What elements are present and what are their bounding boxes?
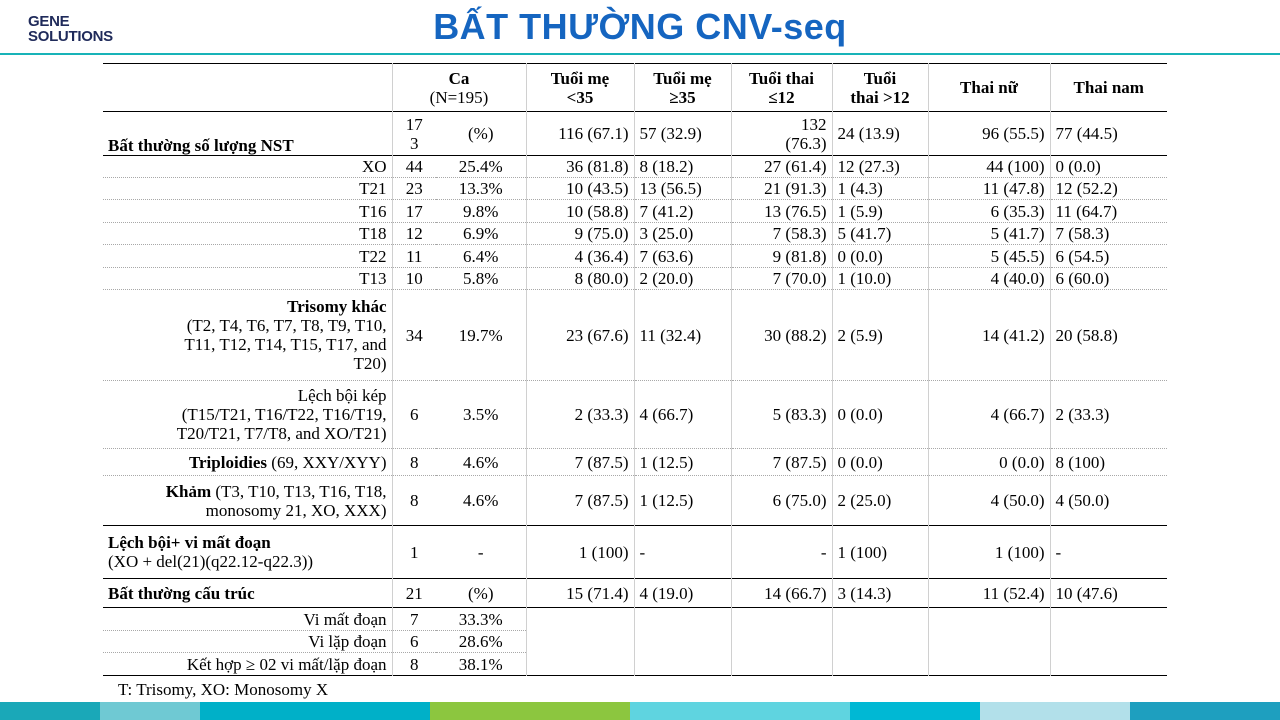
double-aneuploidy-label: Lệch bội kép (T15/T21, T16/T22, T16/T19, T20/T21, T7/T8, and XO/T21) bbox=[176, 386, 387, 443]
table-row bbox=[103, 608, 1167, 631]
header-ca: Ca (N=195) bbox=[392, 64, 526, 112]
row-c5: 4 (66.7) bbox=[928, 381, 1050, 449]
row-pct: 19.7% bbox=[458, 325, 503, 345]
row-c1: 36 (81.8) bbox=[526, 156, 634, 178]
header-row bbox=[103, 64, 1167, 112]
table-row bbox=[103, 200, 1167, 223]
row-c4: 2 (25.0) bbox=[832, 476, 928, 526]
row-pct: 28.6% bbox=[436, 631, 526, 653]
structural-label: Bất thường cấu trúc bbox=[108, 583, 255, 603]
row-c6: 6 (54.5) bbox=[1050, 245, 1167, 268]
row-n: 34 bbox=[392, 290, 436, 381]
row-pct: 6.4% bbox=[463, 246, 499, 266]
header-nam: Thai nam bbox=[1050, 64, 1167, 112]
row-c5: 11 (47.8) bbox=[928, 178, 1050, 200]
row-pct: 4.6% bbox=[463, 452, 499, 472]
row-pct: 4.6% bbox=[463, 491, 499, 510]
row-c5: 6 (35.3) bbox=[928, 200, 1050, 223]
aneuploidy-n: 17 3 bbox=[392, 112, 436, 156]
row-c1: 7 (87.5) bbox=[526, 449, 634, 476]
row-c2: 4 (19.0) bbox=[634, 579, 731, 608]
row-label: Kết hợp ≥ 02 vi mất/lặp đoạn bbox=[186, 654, 387, 674]
row-c5: 5 (41.7) bbox=[928, 223, 1050, 245]
aneuploidy-c5: 96 (55.5) bbox=[928, 112, 1050, 156]
row-c5: 14 (41.2) bbox=[928, 290, 1050, 381]
table-row bbox=[103, 245, 1167, 268]
aneuploidy-c6: 77 (44.5) bbox=[1050, 112, 1167, 156]
row-n: 8 bbox=[392, 476, 436, 526]
row-c3: 7 (87.5) bbox=[731, 449, 832, 476]
row-c2: 7 (41.2) bbox=[634, 200, 731, 223]
row-pct: 25.4% bbox=[458, 157, 503, 176]
row-label: T22 bbox=[359, 246, 387, 266]
row-c5: 1 (100) bbox=[928, 526, 1050, 579]
row-c2: 7 (63.6) bbox=[634, 245, 731, 268]
row-pct: 9.8% bbox=[463, 201, 499, 221]
row-label: T16 bbox=[359, 201, 387, 221]
row-c5: 44 (100) bbox=[928, 156, 1050, 178]
trisomy-other-label: Trisomy khác (T2, T4, T6, T7, T8, T9, T10, T11, T12, T14, T15, T17, and T20) bbox=[184, 297, 387, 373]
row-label: Vi mất đoạn bbox=[103, 608, 392, 631]
header-me35: Tuổi mẹ <35 bbox=[526, 64, 634, 112]
row-c6: 11 (64.7) bbox=[1050, 200, 1167, 223]
row-pct: 13.3% bbox=[458, 179, 503, 198]
trisomy-other-row bbox=[103, 290, 1167, 381]
row-c1: 10 (58.8) bbox=[526, 200, 634, 223]
table-row bbox=[103, 223, 1167, 245]
row-c1: 4 (36.4) bbox=[526, 245, 634, 268]
header-thai12b: Tuổi thai >12 bbox=[832, 64, 928, 112]
row-c6: 20 (58.8) bbox=[1050, 290, 1167, 381]
row-pct: 33.3% bbox=[436, 608, 526, 631]
row-n: 23 bbox=[392, 178, 436, 200]
row-c3: 9 (81.8) bbox=[731, 245, 832, 268]
logo-line-2: SOLUTIONS bbox=[28, 28, 113, 45]
row-c4: 1 (100) bbox=[832, 526, 928, 579]
row-c6: - bbox=[1050, 526, 1167, 579]
row-c4: 2 (5.9) bbox=[832, 290, 928, 381]
row-c4: 1 (10.0) bbox=[832, 268, 928, 290]
row-c5: 4 (40.0) bbox=[928, 268, 1050, 290]
row-c3: 7 (58.3) bbox=[731, 223, 832, 245]
header-me35b: Tuổi mẹ ≥35 bbox=[634, 64, 731, 112]
row-label: T18 bbox=[359, 224, 387, 243]
row-c4: 1 (4.3) bbox=[832, 178, 928, 200]
row-c2: 3 (25.0) bbox=[634, 223, 731, 245]
row-c5: 0 (0.0) bbox=[928, 449, 1050, 476]
row-c6: 0 (0.0) bbox=[1050, 156, 1167, 178]
row-c2: 4 (66.7) bbox=[634, 381, 731, 449]
row-c1: 15 (71.4) bbox=[526, 579, 634, 608]
row-n: 21 bbox=[392, 579, 436, 608]
mosaic-label: Khảm (T3, T10, T13, T16, T18, monosomy 21, XO, XXX) bbox=[165, 481, 387, 520]
row-n: 1 bbox=[392, 526, 436, 579]
aneuploidy-c1: 116 (67.1) bbox=[526, 112, 634, 156]
row-c6: 2 (33.3) bbox=[1050, 381, 1167, 449]
row-c3: 5 (83.3) bbox=[731, 381, 832, 449]
row-c2: 1 (12.5) bbox=[634, 449, 731, 476]
row-n: 17 bbox=[392, 200, 436, 223]
row-pct: 38.1% bbox=[458, 654, 503, 674]
logo-line-1: GENE bbox=[28, 13, 70, 30]
double-aneuploidy-row bbox=[103, 381, 1167, 449]
row-pct: (%) bbox=[468, 583, 494, 603]
triploid-row bbox=[103, 449, 1167, 476]
row-c6: 12 (52.2) bbox=[1050, 178, 1167, 200]
row-c6: 6 (60.0) bbox=[1050, 268, 1167, 290]
aneuploidy-pct: (%) bbox=[468, 124, 494, 143]
table-row bbox=[103, 156, 1167, 178]
row-c4: 12 (27.3) bbox=[832, 156, 928, 178]
row-label: XO bbox=[361, 157, 387, 176]
row-n: 11 bbox=[392, 245, 436, 268]
row-c3: 30 (88.2) bbox=[731, 290, 832, 381]
row-c6: 10 (47.6) bbox=[1050, 579, 1167, 608]
mosaic-row bbox=[103, 476, 1167, 526]
row-c2: - bbox=[634, 526, 731, 579]
aneuploidy-row bbox=[103, 112, 1167, 156]
row-pct: 5.8% bbox=[463, 269, 499, 288]
row-c4: 0 (0.0) bbox=[832, 245, 928, 268]
row-n: 7 bbox=[392, 608, 436, 631]
bottom-color-bar bbox=[0, 702, 1280, 720]
row-c4: 1 (5.9) bbox=[832, 200, 928, 223]
header-thai12: Tuổi thai ≤12 bbox=[731, 64, 832, 112]
row-c3: 13 (76.5) bbox=[731, 200, 832, 223]
title-rule bbox=[0, 53, 1280, 55]
row-c6: 7 (58.3) bbox=[1050, 223, 1167, 245]
row-n: 44 bbox=[392, 156, 436, 178]
table-row bbox=[103, 268, 1167, 290]
aneuploidy-c4: 24 (13.9) bbox=[832, 112, 928, 156]
slide-title: BẤT THƯỜNG CNV-seq bbox=[433, 6, 847, 47]
cnv-table bbox=[103, 63, 1167, 676]
row-n: 12 bbox=[392, 223, 436, 245]
row-c4: 0 (0.0) bbox=[832, 449, 928, 476]
table-row bbox=[103, 653, 1167, 676]
row-c6: 4 (50.0) bbox=[1050, 476, 1167, 526]
row-c2: 2 (20.0) bbox=[634, 268, 731, 290]
row-n: 10 bbox=[392, 268, 436, 290]
aneu-micro-label: Lệch bội+ vi mất đoạn (XO + del(21)(q22.12-q22.3)) bbox=[108, 533, 314, 571]
row-c1: 7 (87.5) bbox=[526, 476, 634, 526]
table-row bbox=[103, 631, 1167, 653]
row-pct: - bbox=[477, 542, 484, 562]
row-c3: 21 (91.3) bbox=[731, 178, 832, 200]
row-c5: 11 (52.4) bbox=[928, 579, 1050, 608]
row-pct: 3.5% bbox=[463, 405, 499, 424]
row-n: 6 bbox=[392, 631, 436, 653]
table-row bbox=[103, 178, 1167, 200]
row-c3: 14 (66.7) bbox=[731, 579, 832, 608]
row-c1: 1 (100) bbox=[526, 526, 634, 579]
footnote: T: Trisomy, XO: Monosomy X bbox=[118, 680, 329, 699]
row-c1: 8 (80.0) bbox=[526, 268, 634, 290]
row-c6: 8 (100) bbox=[1050, 449, 1167, 476]
row-label: T13 bbox=[359, 269, 387, 288]
row-c2: 11 (32.4) bbox=[634, 290, 731, 381]
row-n: 6 bbox=[392, 381, 436, 449]
row-c2: 1 (12.5) bbox=[634, 476, 731, 526]
row-c2: 8 (18.2) bbox=[634, 156, 731, 178]
triploid-label: Triploidies (69, XXY/XYY) bbox=[188, 452, 387, 472]
row-c3: 6 (75.0) bbox=[731, 476, 832, 526]
row-c2: 13 (56.5) bbox=[634, 178, 731, 200]
row-c1: 23 (67.6) bbox=[526, 290, 634, 381]
aneuploidy-label: Bất thường số lượng NST bbox=[108, 136, 294, 155]
header-nu: Thai nữ bbox=[928, 64, 1050, 112]
row-c4: 5 (41.7) bbox=[832, 223, 928, 245]
row-c4: 0 (0.0) bbox=[832, 381, 928, 449]
row-label: T21 bbox=[359, 179, 387, 198]
aneu-micro-row bbox=[103, 526, 1167, 579]
row-pct: 6.9% bbox=[463, 224, 499, 243]
row-c3: 27 (61.4) bbox=[731, 156, 832, 178]
structural-row bbox=[103, 579, 1167, 608]
row-c4: 3 (14.3) bbox=[832, 579, 928, 608]
row-c3: 7 (70.0) bbox=[731, 268, 832, 290]
row-c5: 4 (50.0) bbox=[928, 476, 1050, 526]
row-label: Vi lặp đoạn bbox=[103, 631, 392, 653]
aneuploidy-c3: 132 (76.3) bbox=[731, 112, 832, 156]
header-empty bbox=[103, 64, 392, 112]
row-n: 8 bbox=[392, 449, 436, 476]
row-c1: 10 (43.5) bbox=[526, 178, 634, 200]
row-c3: - bbox=[731, 526, 832, 579]
row-c1: 2 (33.3) bbox=[526, 381, 634, 449]
row-c5: 5 (45.5) bbox=[928, 245, 1050, 268]
row-c1: 9 (75.0) bbox=[526, 223, 634, 245]
row-n: 8 bbox=[392, 653, 436, 676]
aneuploidy-c2: 57 (32.9) bbox=[634, 112, 731, 156]
